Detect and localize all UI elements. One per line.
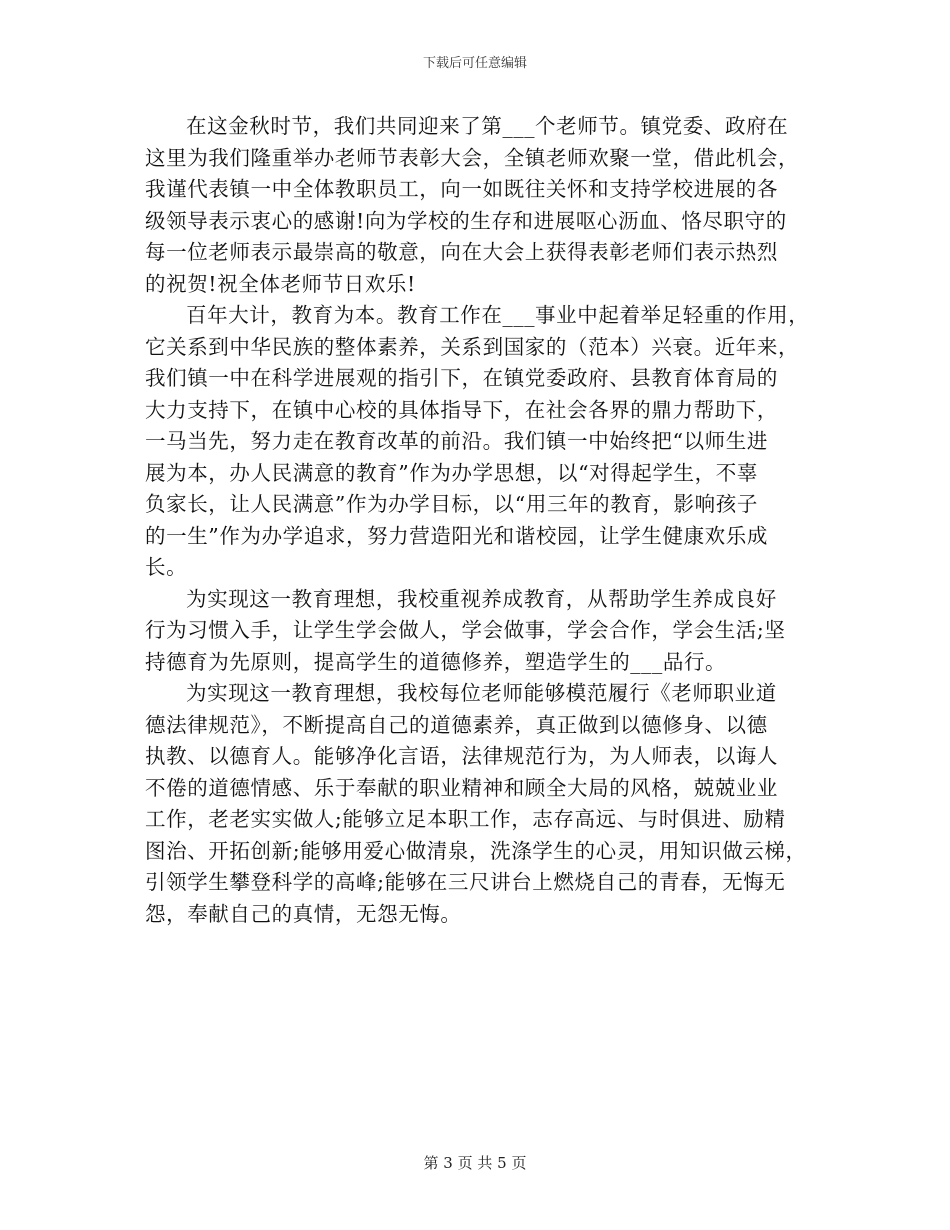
text-line: 我们镇一中在科学进展观的指引下，在镇党委政府、县教育体育局的 [145,366,778,390]
text-line: 的一生”作为办学追求，努力营造阳光和谐校园，让学生健康欢乐成 [145,523,768,548]
document-body [145,111,815,930]
text-line: 行为习惯入手，让学生学会做人，学会做事，学会合作，学会生活;坚 [145,618,786,642]
paragraph [145,300,815,584]
text-line: 德法律规范》，不断提高自己的道德素养，真正做到以德修身、以德 [145,712,768,737]
text-line: 百年大计，教育为本。教育工作在___事业中起着举足轻重的作用， [186,303,810,327]
text-line: 这里为我们隆重举办老师节表彰大会，全镇老师欢聚一堂，借此机会， [145,145,800,170]
header-note: 下载后可任意编辑 [422,56,527,71]
text-line: 怨，奉献自己的真情，无怨无悔。 [145,901,462,926]
text-line: 我谨代表镇一中全体教职员工，向一如既往关怀和支持学校进展的各 [145,177,778,201]
text-line: 级领导表示衷心的感谢!向为学校的生存和进展呕心沥血、恪尽职守的 [145,208,787,233]
text-line: 不倦的道德情感、乐于奉献的职业精神和顾全大局的风格，兢兢业业 [145,775,778,800]
paragraph [145,584,815,679]
page-number: 第 3 页 共 5 页 [423,1154,527,1172]
text-line: 图治、开拓创新;能够用爱心做清泉，洗涤学生的心灵，用知识做云梯， [145,838,807,863]
text-line: 展为本，办人民满意的教育”作为办学思想，以“对得起学生，不辜 [145,460,758,485]
text-line: 一马当先，努力走在教育改革的前沿。我们镇一中始终把“以师生进 [145,429,768,453]
text-line: 在这金秋时节，我们共同迎来了第___个老师节。镇党委、政府在 [186,114,789,138]
text-line: 的祝贺!祝全体老师节日欢乐! [145,271,416,296]
text-line: 为实现这一教育理想，我校每位老师能够模范履行《老师职业道 [186,681,777,705]
text-line: 负家长，让人民满意”作为办学目标，以“用三年的教育，影响孩子 [145,492,758,516]
text-line: 长。 [145,555,188,579]
text-line: 持德育为先原则，提高学生的道德修养，塑造学生的___品行。 [145,649,727,674]
text-line: 工作，老老实实做人;能够立足本职工作，志存高远、与时俱进、励精 [145,807,786,831]
text-line: 为实现这一教育理想，我校重视养成教育，从帮助学生养成良好 [186,586,777,611]
paragraph [145,678,815,930]
paragraph [145,111,815,300]
text-line: 大力支持下，在镇中心校的具体指导下，在社会各界的鼎力帮助下， [145,397,778,422]
text-line: 每一位老师表示最崇高的敬意，向在大会上获得表彰老师们表示热烈 [145,240,778,264]
text-line: 它关系到中华民族的整体素养，关系到国家的（范本）兴衰。近年来， [145,334,800,359]
text-line: 执教、以德育人。能够净化言语，法律规范行为，为人师表，以诲人 [145,744,778,768]
text-line: 引领学生攀登科学的高峰;能够在三尺讲台上燃烧自己的青春，无悔无 [145,870,786,894]
